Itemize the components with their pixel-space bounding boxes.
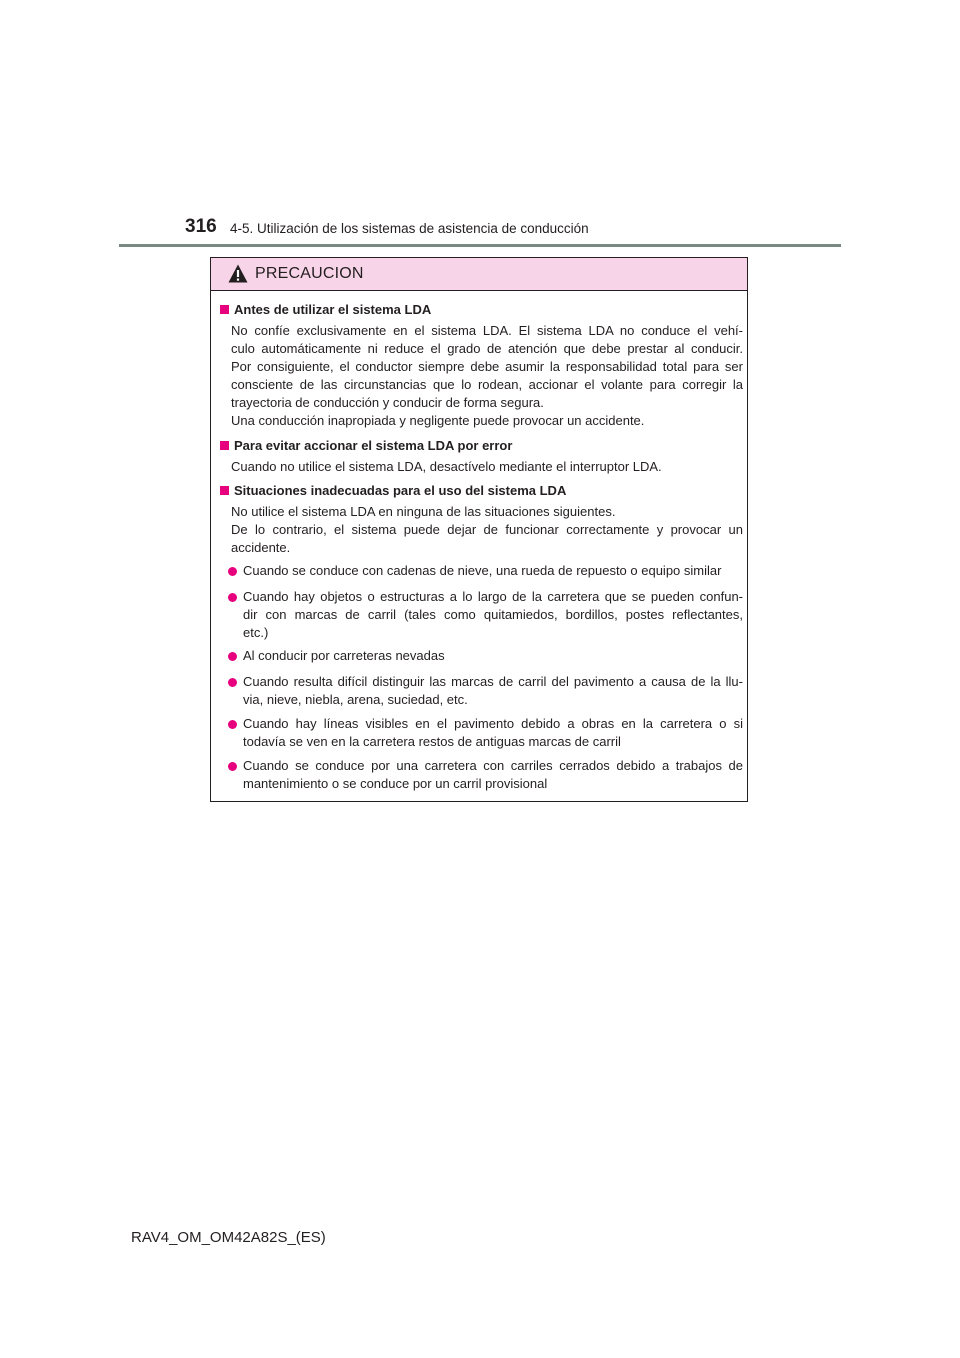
caution-header <box>211 258 747 291</box>
bullet-line: mantenimiento o se conduce por un carril provisional <box>243 776 548 791</box>
bullet-line: Al conducir por carreteras nevadas <box>243 648 445 663</box>
paragraph-line: No utilice el sistema LDA en ninguna de las situaciones siguientes. <box>231 504 616 519</box>
bullet-dot-icon <box>228 678 237 687</box>
warning-triangle-icon <box>228 264 248 283</box>
header-rule <box>119 244 841 247</box>
square-bullet-icon <box>220 441 229 450</box>
bullet-line: Cuando resulta difícil distinguir las marcas de carril del pavimento a causa de la llu- <box>243 674 743 689</box>
bullet-dot-icon <box>228 567 237 576</box>
paragraph-line: consciente de las circunstancias que lo rodean, accionar el volante para corregir la <box>231 377 743 392</box>
section-heading-inadequate-situations: Situaciones inadecuadas para el uso del sistema LDA <box>220 482 566 500</box>
bullet-dot-icon <box>228 652 237 661</box>
caution-title: PRECAUCION <box>255 265 364 282</box>
bullet-dot-icon <box>228 720 237 729</box>
bullet-line: Cuando se conduce por una carretera con carriles cerrados debido a trabajos de <box>243 758 743 773</box>
square-bullet-icon <box>220 486 229 495</box>
paragraph-line: trayectoria de conducción y conducir de forma segura. <box>231 395 544 410</box>
paragraph-line: Por consiguiente, el conductor siempre debe asumir la responsabilidad total para ser <box>231 359 743 374</box>
paragraph-line: culo automáticamente ni reduce el grado de atención que debe prestar al conducir. <box>231 341 743 356</box>
bullet-line: Cuando hay objetos o estructuras a lo largo de la carretera que se pueden confun- <box>243 589 743 604</box>
paragraph-line: No confíe exclusivamente en el sistema LDA. El sistema LDA no conduce el vehí- <box>231 323 743 338</box>
bullet-line: via, nieve, niebla, arena, suciedad, etc. <box>243 692 468 707</box>
paragraph-line: Cuando no utilice el sistema LDA, desactívelo mediante el interruptor LDA. <box>231 459 662 474</box>
section-title: 4-5. Utilización de los sistemas de asistencia de conducción <box>230 221 589 236</box>
square-bullet-icon <box>220 305 229 314</box>
paragraph-line: accidente. <box>231 540 291 555</box>
bullet-dot-icon <box>228 593 237 602</box>
paragraph-line: Una conducción inapropiada y negligente puede provocar un accidente. <box>231 413 645 428</box>
caution-box <box>210 257 748 802</box>
bullet-dot-icon <box>228 762 237 771</box>
document-code: RAV4_OM_OM42A82S_(ES) <box>131 1229 326 1246</box>
bullet-line: etc.) <box>243 625 269 640</box>
bullet-line: todavía se ven en la carretera restos de antiguas marcas de carril <box>243 734 621 749</box>
section-heading-avoid-error: Para evitar accionar el sistema LDA por error <box>220 437 512 455</box>
page-number: 316 <box>185 216 217 237</box>
bullet-line: dir con marcas de carril (tales como quitamiedos, bordillos, postes reflectantes, <box>243 607 743 622</box>
paragraph-line: De lo contrario, el sistema puede dejar de funcionar correctamente y provocar un <box>231 522 743 537</box>
section-heading-before-using: Antes de utilizar el sistema LDA <box>220 301 431 319</box>
bullet-line: Cuando se conduce con cadenas de nieve, una rueda de repuesto o equipo similar <box>243 563 722 578</box>
bullet-line: Cuando hay líneas visibles en el pavimento debido a obras en la carretera o si <box>243 716 743 731</box>
